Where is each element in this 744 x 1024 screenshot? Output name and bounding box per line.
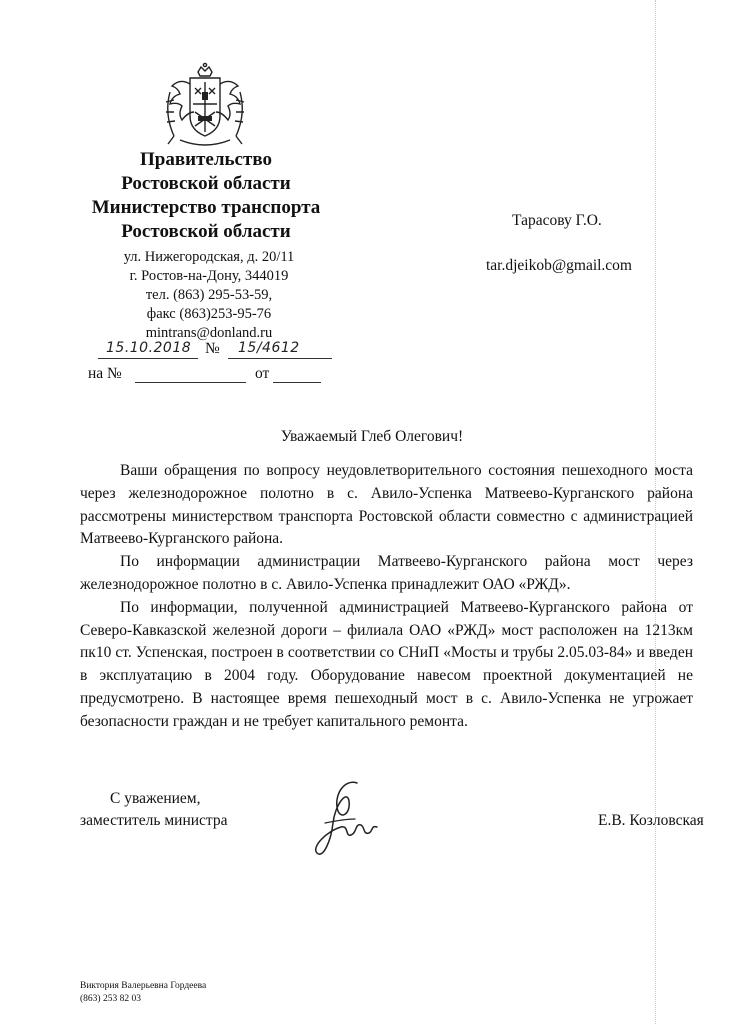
ministry-email: mintrans@donland.ru	[145, 325, 273, 341]
ministry-title-region: Ростовской области	[121, 221, 291, 242]
phone-number: тел. (863) 295-53-59,	[145, 287, 273, 303]
date-underline	[98, 358, 198, 359]
fax-number: факс (863)253-95-76	[146, 306, 272, 322]
signer-name: Е.В. Козловская	[598, 812, 704, 829]
recipient-email: tar.djeikob@gmail.com	[486, 257, 632, 274]
reply-to-number-label: на №	[88, 365, 122, 382]
closing-regards: С уважением,	[110, 790, 201, 807]
letter-body	[80, 460, 693, 734]
registration-date: 15.10.2018	[106, 340, 192, 356]
signer-position: заместитель министра	[80, 812, 228, 829]
address-street: ул. Нижегородская, д. 20/11	[123, 249, 295, 265]
body-paragraph: По информации администрации Матвеево-Курганского района мост через железнодорожное полотно в с. Авило-Успенка принадлежит ОАО «РЖД».	[80, 553, 693, 593]
ministry-title: Министерство транспорта	[91, 197, 321, 218]
reply-date-blank	[273, 382, 321, 383]
coat-of-arms-emblem	[160, 62, 250, 152]
government-title: Правительство	[140, 149, 272, 170]
executor-name: Виктория Валерьевна Гордеева	[80, 981, 207, 991]
executor-phone: (863) 253 82 03	[80, 994, 141, 1004]
reply-number-blank	[135, 382, 246, 383]
recipient-name: Тарасову Г.О.	[512, 212, 602, 229]
body-paragraph: Ваши обращения по вопросу неудовлетворительного состояния пешеходного моста через железнодорожное полотно в с. Авило-Успенка Матвеево-Курганского района рассмотрены министерством транспорта Ростовской области совместно с администрацией Матвеево-Курганского района.	[80, 462, 693, 548]
greeting: Уважаемый Глеб Олегович!	[280, 428, 464, 445]
number-underline	[228, 358, 332, 359]
address-city: г. Ростов-на-Дону, 344019	[129, 268, 289, 284]
number-sign: №	[205, 340, 220, 357]
body-paragraph: По информации, полученной администрацией Матвеево-Курганского района от Северо-Кавказской железной дороги – филиала ОАО «РЖД» мост расположен на 1213км пк10 ст. Успенская, построен в соответствии со СНиП «Мосты и трубы 2.05.03-84» и введен в эксплуатацию в 2004 году. Оборудование навесом проектной документацией не предусмотрено. В настоящее время пешеходный мост в с. Авило-Успенка не угрожает безопасности граждан и не требует капитального ремонта.	[80, 598, 693, 730]
registration-number: 15/4612	[238, 340, 300, 356]
handwritten-signature	[305, 775, 395, 865]
reply-from-label: от	[255, 365, 270, 382]
government-title-region: Ростовской области	[121, 173, 291, 194]
